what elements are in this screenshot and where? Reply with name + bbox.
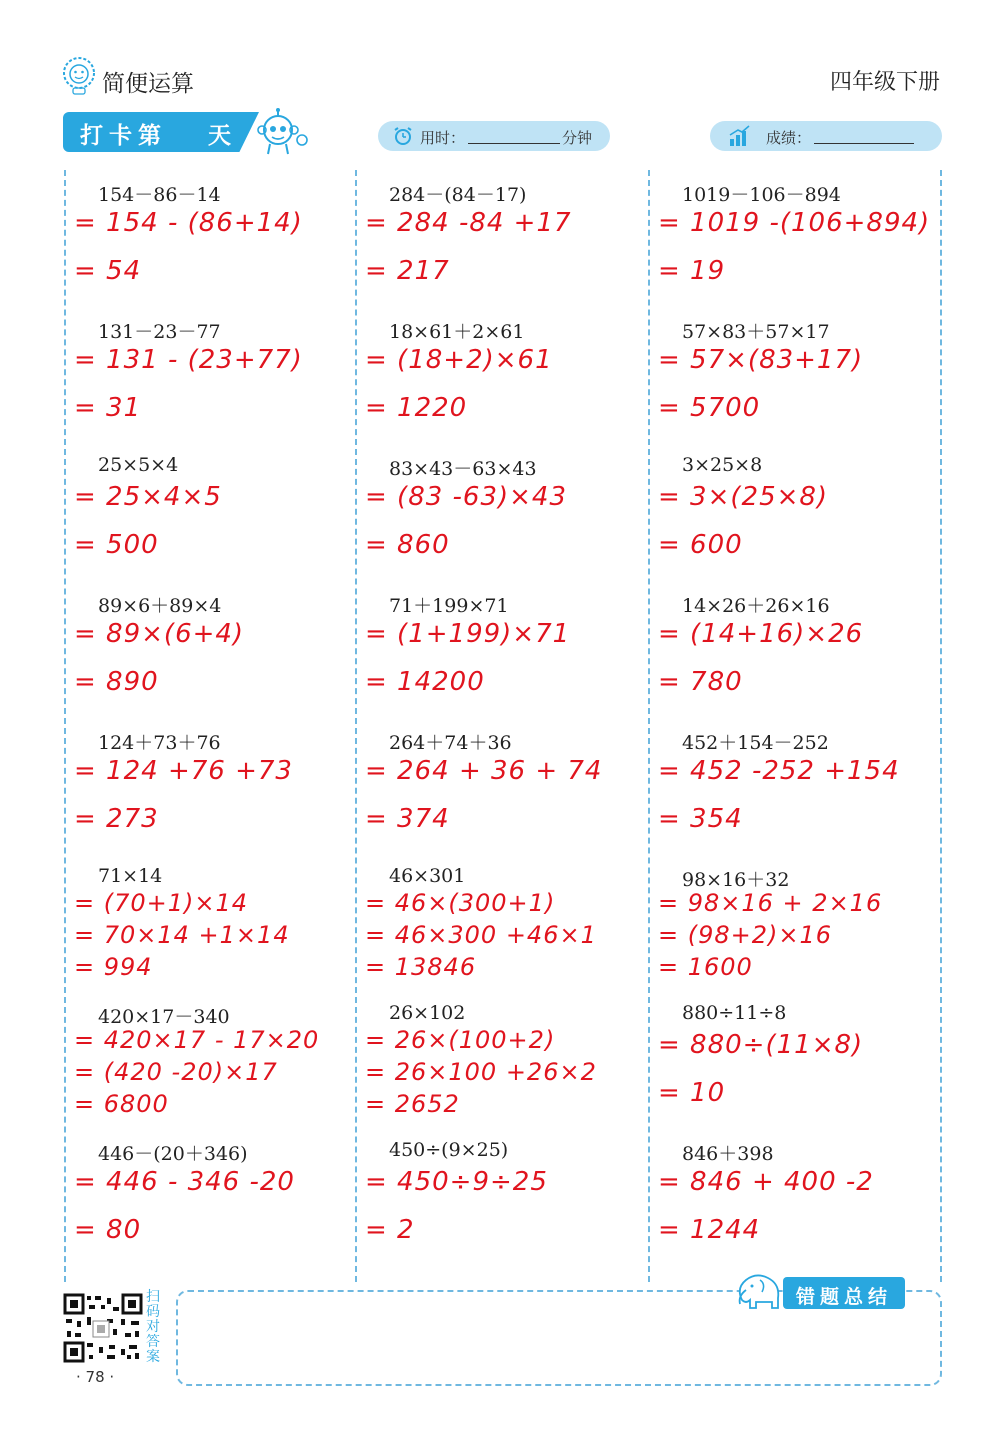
problem-cell — [66, 585, 346, 722]
handwritten-step: = 446 - 346 -20 — [74, 1167, 295, 1197]
handwritten-step: = 1600 — [658, 953, 753, 981]
lion-logo-icon — [60, 55, 98, 95]
problem-cell — [650, 996, 930, 1133]
scan-for-answers-label: 扫码对答案 — [146, 1289, 160, 1365]
handwritten-step: = 25×4×5 — [74, 482, 222, 512]
problem-expression: 71＋199×71 — [389, 595, 509, 617]
problem-expression: 284－(84－17) — [389, 184, 527, 206]
handwritten-step: = 131 - (23+77) — [74, 345, 303, 375]
problem-cell — [357, 448, 637, 585]
score-field — [710, 121, 942, 151]
problem-expression: 57×83＋57×17 — [682, 321, 830, 343]
time-label: 用时： — [420, 129, 466, 147]
problem-cell — [357, 1133, 637, 1270]
handwritten-step: = (98+2)×16 — [658, 921, 833, 949]
handwritten-step: = 5700 — [658, 393, 761, 423]
time-unit: 分钟 — [562, 129, 593, 147]
handwritten-step: = 14200 — [365, 667, 485, 697]
handwritten-step: = 284 -84 +17 — [365, 208, 572, 238]
problem-expression: 18×61＋2×61 — [389, 321, 525, 343]
handwritten-step: = (1+199)×71 — [365, 619, 571, 649]
checkin-prefix: 打卡第 — [80, 123, 167, 149]
handwritten-step: = 452 -252 +154 — [658, 756, 900, 786]
problem-cell — [357, 311, 637, 448]
handwritten-step: = 54 — [74, 256, 142, 286]
problem-expression: 1019－106－894 — [682, 184, 841, 206]
problem-cell — [66, 996, 346, 1133]
handwritten-step: = 26×100 +26×2 — [365, 1058, 597, 1086]
problem-cell — [650, 722, 930, 859]
problem-cell — [66, 859, 346, 996]
handwritten-step: = 500 — [74, 530, 159, 560]
problem-expression: 846＋398 — [682, 1143, 774, 1165]
problem-cell — [66, 174, 346, 311]
problem-expression: 98×16＋32 — [682, 869, 790, 891]
handwritten-step: = 98×16 + 2×16 — [658, 889, 883, 917]
handwritten-step: = 217 — [365, 256, 450, 286]
problem-cell — [357, 996, 637, 1133]
handwritten-step: = 860 — [365, 530, 450, 560]
problem-expression: 25×5×4 — [98, 454, 179, 476]
checkin-suffix: 天 — [208, 123, 231, 149]
problem-cell — [66, 1133, 346, 1270]
problem-expression: 3×25×8 — [682, 454, 763, 476]
time-blank[interactable] — [468, 143, 560, 144]
problem-cell — [650, 1133, 930, 1270]
problem-cell — [66, 722, 346, 859]
handwritten-step: = 154 - (86+14) — [74, 208, 303, 238]
problem-expression: 124＋73＋76 — [98, 732, 221, 754]
problem-cell — [650, 448, 930, 585]
problem-cell — [650, 585, 930, 722]
problem-cell — [650, 174, 930, 311]
handwritten-step: = 264 + 36 + 74 — [365, 756, 603, 786]
qr-code-icon[interactable] — [63, 1293, 143, 1363]
problem-cell — [357, 174, 637, 311]
alarm-clock-icon — [392, 125, 414, 147]
handwritten-step: = 994 — [74, 953, 153, 981]
score-blank[interactable] — [814, 143, 914, 144]
handwritten-step: = 420×17 - 17×20 — [74, 1026, 320, 1054]
handwritten-step: = 89×(6+4) — [74, 619, 245, 649]
problem-expression: 154－86－14 — [98, 184, 221, 206]
problem-expression: 46×301 — [389, 865, 466, 887]
problem-expression: 446－(20＋346) — [98, 1143, 248, 1165]
problem-expression: 450÷(9×25) — [389, 1139, 509, 1161]
problem-expression: 264＋74＋36 — [389, 732, 512, 754]
problem-expression: 452＋154－252 — [682, 732, 829, 754]
handwritten-step: = 600 — [658, 530, 743, 560]
problem-expression: 89×6＋89×4 — [98, 595, 222, 617]
handwritten-step: = 80 — [74, 1215, 142, 1245]
problem-cell — [357, 585, 637, 722]
problem-cell — [66, 448, 346, 585]
handwritten-step: = 1220 — [365, 393, 468, 423]
handwritten-step: = 46×(300+1) — [365, 889, 556, 917]
handwritten-step: = 3×(25×8) — [658, 482, 829, 512]
column-divider — [940, 170, 942, 1282]
handwritten-step: = 374 — [365, 804, 450, 834]
problem-expression: 83×43－63×43 — [389, 458, 537, 480]
handwritten-step: = 70×14 +1×14 — [74, 921, 290, 949]
page-number: · 78 · — [76, 1368, 115, 1386]
handwritten-step: = 273 — [74, 804, 159, 834]
score-label: 成绩： — [766, 129, 812, 147]
handwritten-step: = (70+1)×14 — [74, 889, 249, 917]
handwritten-step: = (14+16)×26 — [658, 619, 864, 649]
handwritten-step: = 2652 — [365, 1090, 460, 1118]
problem-expression: 131－23－77 — [98, 321, 221, 343]
handwritten-step: = (420 -20)×17 — [74, 1058, 278, 1086]
problem-cell — [650, 311, 930, 448]
handwritten-step: = 846 + 400 -2 — [658, 1167, 874, 1197]
page-title: 简便运算 — [102, 71, 194, 97]
handwritten-step: = 26×(100+2) — [365, 1026, 556, 1054]
handwritten-step: = (83 -63)×43 — [365, 482, 568, 512]
handwritten-step: = 31 — [74, 393, 142, 423]
handwritten-step: = 19 — [658, 256, 726, 286]
handwritten-step: = 890 — [74, 667, 159, 697]
handwritten-step: = 10 — [658, 1078, 726, 1108]
handwritten-step: = 13846 — [365, 953, 477, 981]
grade-label: 四年级下册 — [829, 70, 940, 95]
page-header — [60, 55, 940, 105]
problem-cell — [357, 722, 637, 859]
problem-cell — [650, 859, 930, 996]
handwritten-step: = 6800 — [74, 1090, 169, 1118]
handwritten-step: = 880÷(11×8) — [658, 1030, 864, 1060]
elephant-icon — [732, 1270, 788, 1312]
handwritten-step: = 450÷9÷25 — [365, 1167, 548, 1197]
problem-expression: 71×14 — [98, 865, 163, 887]
time-field — [378, 121, 610, 151]
handwritten-step: = 354 — [658, 804, 743, 834]
problem-expression: 420×17－340 — [98, 1006, 230, 1028]
handwritten-step: = 57×(83+17) — [658, 345, 864, 375]
handwritten-step: = 1244 — [658, 1215, 761, 1245]
problem-expression: 14×26＋26×16 — [682, 595, 830, 617]
handwritten-step: = (18+2)×61 — [365, 345, 553, 375]
handwritten-step: = 46×300 +46×1 — [365, 921, 597, 949]
handwritten-step: = 780 — [658, 667, 743, 697]
handwritten-step: = 1019 -(106+894) — [658, 208, 931, 238]
mistake-summary-label: 错题总结 — [796, 1286, 893, 1308]
problem-expression: 26×102 — [389, 1002, 466, 1024]
handwritten-step: = 2 — [365, 1215, 415, 1245]
handwritten-step: = 124 +76 +73 — [74, 756, 293, 786]
problem-cell — [357, 859, 637, 996]
problem-cell — [66, 311, 346, 448]
robot-mascot-icon — [250, 108, 310, 156]
problem-expression: 880÷11÷8 — [682, 1002, 787, 1024]
bar-chart-icon — [728, 125, 752, 147]
